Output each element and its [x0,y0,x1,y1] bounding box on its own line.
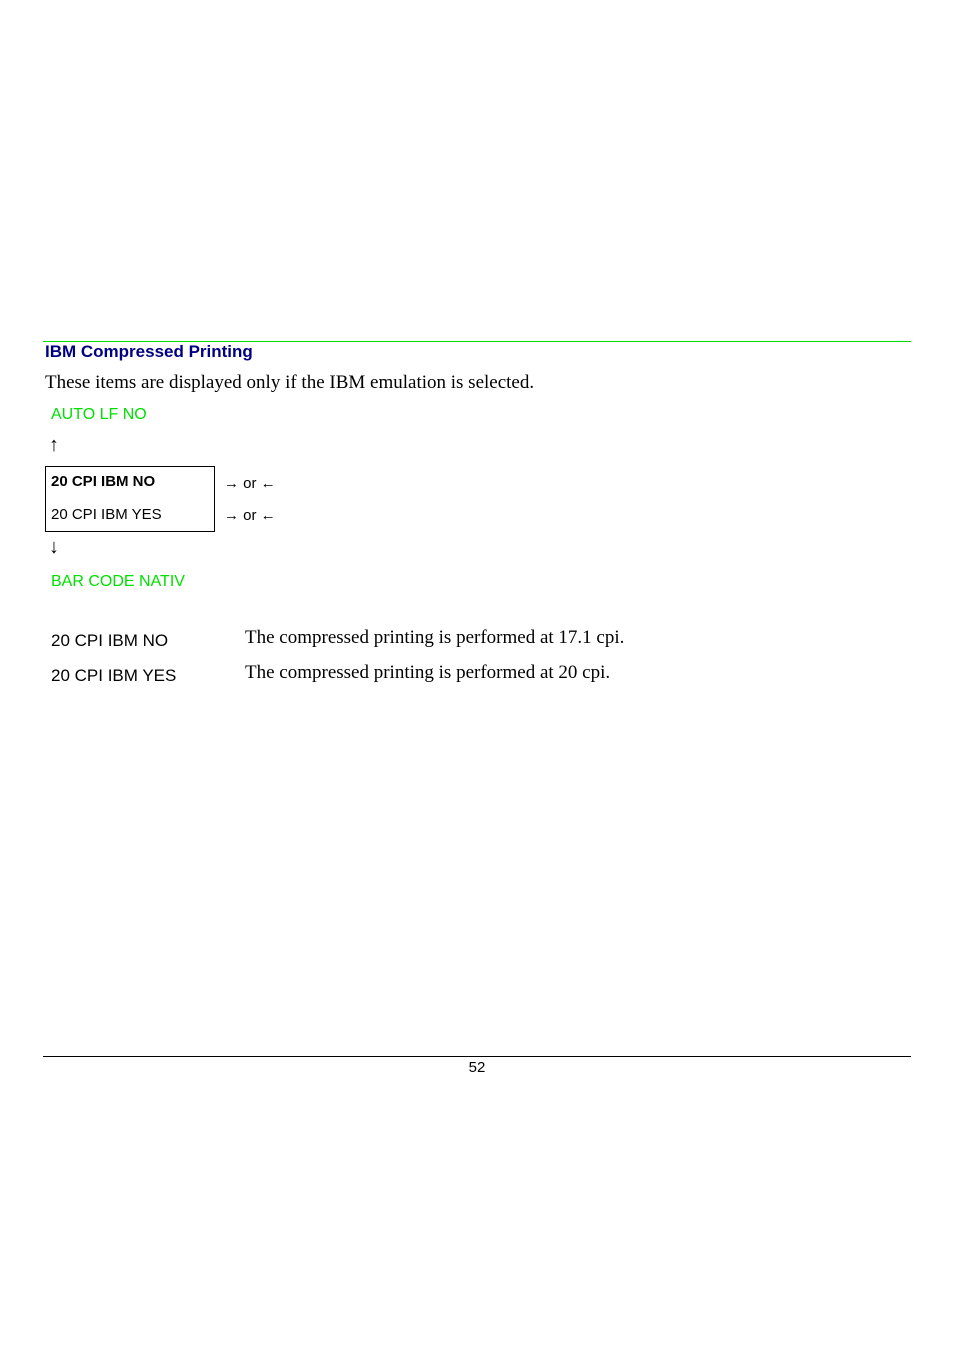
footer-divider [43,1056,911,1057]
previous-menu-item-link[interactable]: AUTO LF NO [51,406,147,423]
definition-term: 20 CPI IBM NO [51,631,169,650]
menu-option-20cpi-yes: 20 CPI IBM YES [51,506,162,523]
nav-arrows-option-1: → or ← [224,475,276,492]
definition-term: 20 CPI IBM YES [51,666,177,685]
page-number: 52 [468,1059,486,1076]
down-arrow-icon: ↓ [49,536,59,558]
definition-description: The compressed printing is performed at 20 cpi. [245,662,611,683]
up-arrow-icon: ↑ [49,434,59,456]
nav-arrows-option-2: → or ← [224,507,276,524]
section-heading: IBM Compressed Printing [45,342,253,361]
next-menu-item-link[interactable]: BAR CODE NATIV [51,573,185,590]
menu-option-20cpi-no: 20 CPI IBM NO [51,473,156,490]
intro-paragraph: These items are displayed only if the IBM emulation is selected. [45,372,535,393]
definition-description: The compressed printing is performed at 17.1 cpi. [245,627,625,648]
menu-options-box [45,466,215,532]
